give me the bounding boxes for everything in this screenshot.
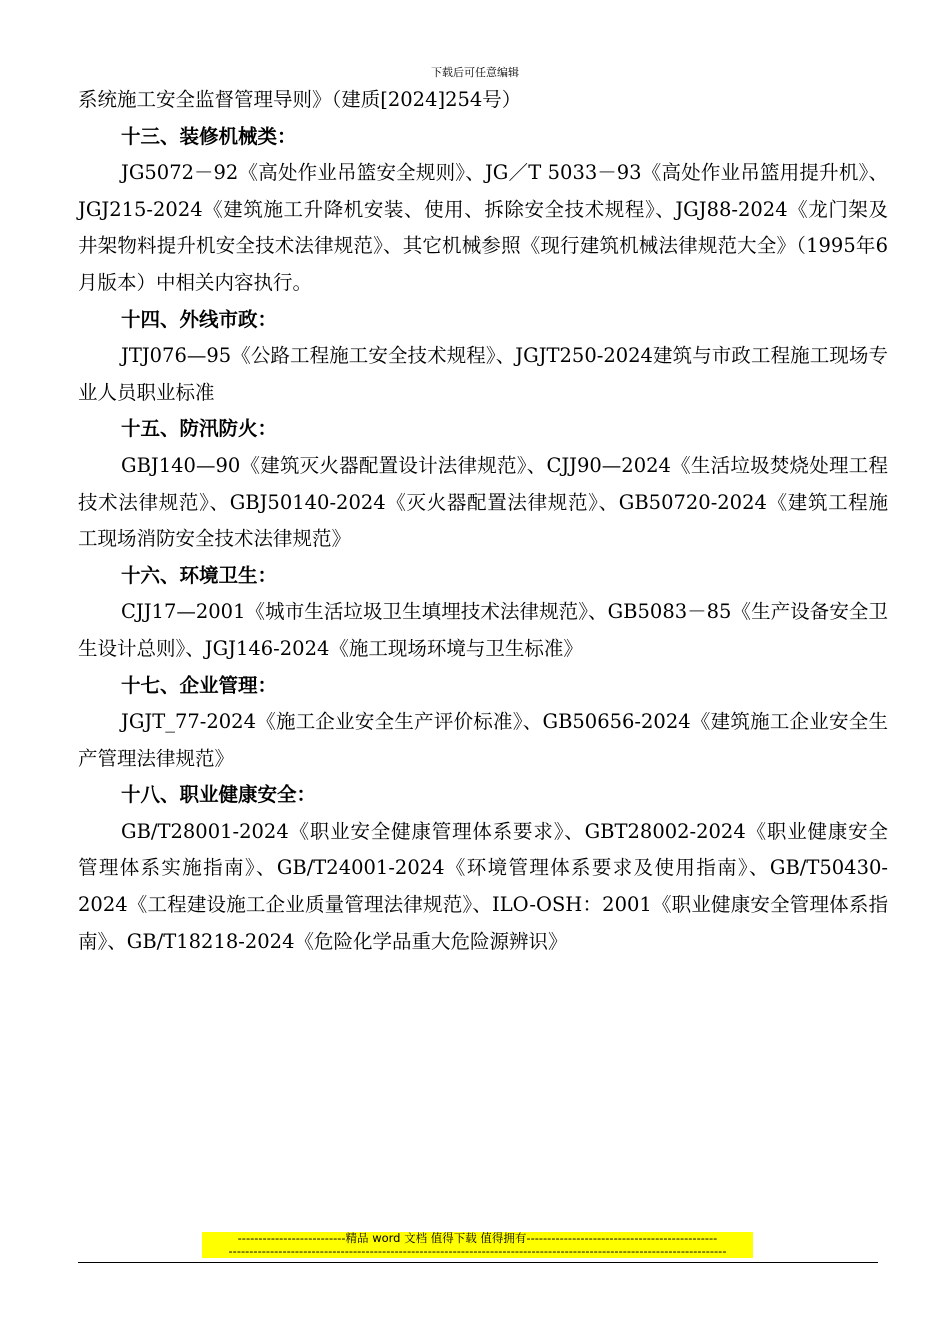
section-heading-decoration-machinery: 十三、装修机械类： bbox=[121, 124, 297, 148]
section-heading-flood-fire: 十五、防汛防火： bbox=[121, 417, 278, 441]
footer-banner bbox=[202, 1232, 753, 1258]
footer-line-2: ------------------------------------------------------------------------------------------------------------------------ bbox=[228, 1245, 727, 1258]
footer-line-1: --------------------------精品 word 文档 值得下载 值得拥有---------------------------------------------- bbox=[237, 1232, 718, 1245]
section-heading-sanitation: 十六、环境卫生： bbox=[121, 563, 278, 587]
section-body-sanitation: CJJ17—2001《城市生活垃圾卫生填埋技术法律规范》、GB5083－85《生产设备安全卫生设计总则》、JGJ146-2024《施工现场环境与卫生标准》 bbox=[78, 600, 888, 660]
footer-divider bbox=[78, 1262, 878, 1263]
section-heading-municipal: 十四、外线市政： bbox=[121, 307, 278, 331]
section-body-flood-fire: GBJ140—90《建筑灭火器配置设计法律规范》、CJJ90—2024《生活垃圾焚烧处理工程技术法律规范》、GBJ50140-2024《灭火器配置法律规范》、GB50720-2024《建筑工程施工现场消防安全技术法律规范》 bbox=[78, 453, 888, 551]
document-body bbox=[78, 82, 888, 960]
section-body-enterprise-management: JGJT_77-2024《施工企业安全生产评价标准》、GB50656-2024《建筑施工企业安全生产管理法律规范》 bbox=[78, 710, 888, 770]
section-heading-occupational-health: 十八、职业健康安全： bbox=[121, 783, 317, 807]
section-heading-enterprise-management: 十七、企业管理： bbox=[121, 673, 278, 697]
section-body-municipal: JTJ076—95《公路工程施工安全技术规程》、JGJT250-2024建筑与市政工程施工现场专业人员职业标准 bbox=[78, 344, 888, 404]
section-body-occupational-health: GB/T28001-2024《职业安全健康管理体系要求》、GBT28002-2024《职业健康安全管理体系实施指南》、GB/T24001-2024《环境管理体系要求及使用指南》、GB/T50430-2024《工程建设施工企业质量管理法律规范》、ILO-OSH：2001《职业健康安全管理体系指南》、GB/T18218-2024《危险化学品重大危险源辨识》 bbox=[78, 819, 888, 953]
lead-line: 系统施工安全监督管理导则》（建质[2024]254号） bbox=[78, 88, 522, 111]
page-header-note: 下载后可任意编辑 bbox=[431, 66, 519, 79]
section-body-decoration-machinery: JG5072－92《高处作业吊篮安全规则》、JG／T 5033－93《高处作业吊篮用提升机》、JGJ215-2024《建筑施工升降机安装、使用、拆除安全技术规程》、JGJ88-2024《龙门架及井架物料提升机安全技术法律规范》、其它机械参照《现行建筑机械法律规范大全》（1995年6月版本）中相关内容执行。 bbox=[78, 161, 888, 294]
